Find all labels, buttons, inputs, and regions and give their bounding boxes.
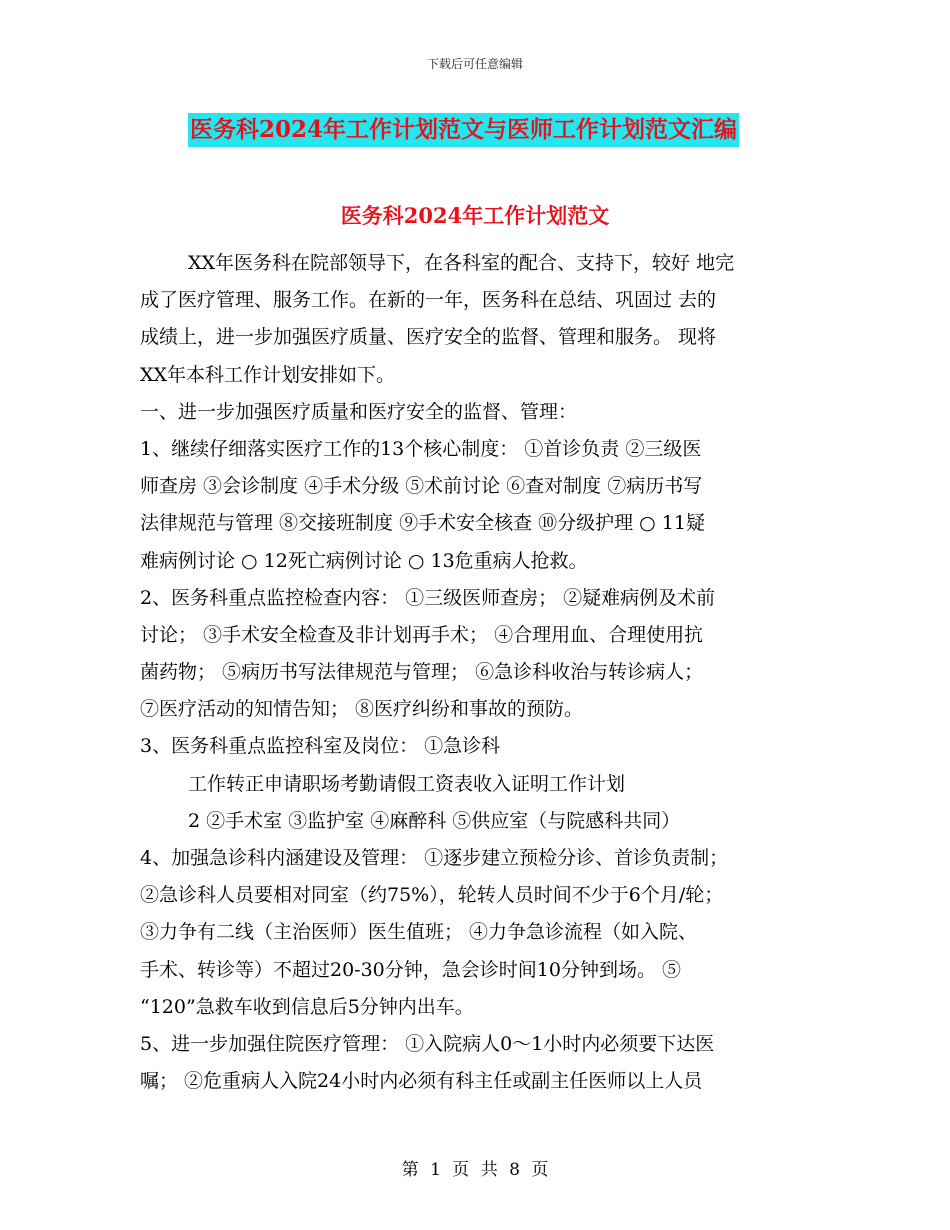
paragraph-line: 2 ②手术室 ③监护室 ④麻醉科 ⑤供应室（与院感科共同）: [188, 809, 681, 832]
paragraph-line: 3、医务科重点监控科室及岗位： ①急诊科: [140, 735, 501, 758]
paragraph-line: 手术、转诊等）不超过20-30分钟，急会诊时间10分钟到场。 ⑤: [140, 958, 681, 981]
paragraph-line: 5、进一步加强住院医疗管理： ①入院病人0～1小时内必须要下达医: [140, 1032, 715, 1055]
paragraph-line: 成绩上，进一步加强医疗质量、医疗安全的监督、管理和服务。 现将: [140, 326, 717, 349]
paragraph-line: 师查房 ③会诊制度 ④手术分级 ⑤术前讨论 ⑥查对制度 ⑦病历书写: [140, 475, 703, 498]
header-note: 下载后可任意编辑: [426, 57, 523, 71]
paragraph-line: ⑦医疗活动的知情告知； ⑧医疗纠纷和事故的预防。: [140, 698, 584, 721]
paragraph-line: 讨论； ③手术安全检查及非计划再手术； ④合理用血、合理使用抗: [140, 623, 704, 646]
section-title: 医务科2024年工作计划范文: [340, 203, 610, 228]
document-main-title: 医务科2024年工作计划范文与医师工作计划范文汇编: [188, 113, 739, 147]
paragraph-line: 2、医务科重点监控检查内容： ①三级医师查房； ②疑难病例及术前: [140, 586, 716, 609]
heading-line: 一、进一步加强医疗质量和医疗安全的监督、管理：: [140, 400, 578, 423]
paragraph-line: XX年医务科在院部领导下，在各科室的配合、支持下，较好 地完: [188, 252, 735, 274]
paragraph-line: 难病例讨论 ○ 12死亡病例讨论 ○ 13危重病人抢救。: [140, 549, 588, 572]
paragraph-line: XX年本科工作计划安排如下。: [140, 363, 396, 386]
page-number-footer: 第 1 页 共 8 页: [401, 1160, 549, 1180]
paragraph-line: 工作转正申请职场考勤请假工资表收入证明工作计划: [188, 772, 626, 795]
paragraph-line: ②急诊科人员要相对同室（约75%），轮转人员时间不少于6个月/轮；: [140, 884, 724, 907]
paragraph-line: 成了医疗管理、服务工作。在新的一年，医务科在总结、巩固过 去的: [140, 289, 717, 312]
paragraph-line: 1、继续仔细落实医疗工作的13个核心制度： ①首诊负责 ②三级医: [140, 437, 702, 460]
paragraph-line: 嘱； ②危重病人入院24小时内必须有科主任或副主任医师以上人员: [140, 1070, 703, 1093]
paragraph-line: 菌药物； ⑤病历书写法律规范与管理； ⑥急诊科收治与转诊病人；: [140, 661, 704, 684]
body-text: [140, 245, 820, 1100]
paragraph-line: ③力争有二线（主治医师）医生值班； ④力争急诊流程（如入院、: [140, 921, 698, 944]
paragraph-line: 4、加强急诊科内涵建设及管理： ①逐步建立预检分诊、首诊负责制；: [140, 847, 729, 869]
paragraph-line: “120”急救车收到信息后5分钟内出车。: [140, 995, 474, 1018]
paragraph-line: 法律规范与管理 ⑧交接班制度 ⑨手术安全核查 ⑩分级护理 ○ 11疑: [140, 512, 705, 535]
